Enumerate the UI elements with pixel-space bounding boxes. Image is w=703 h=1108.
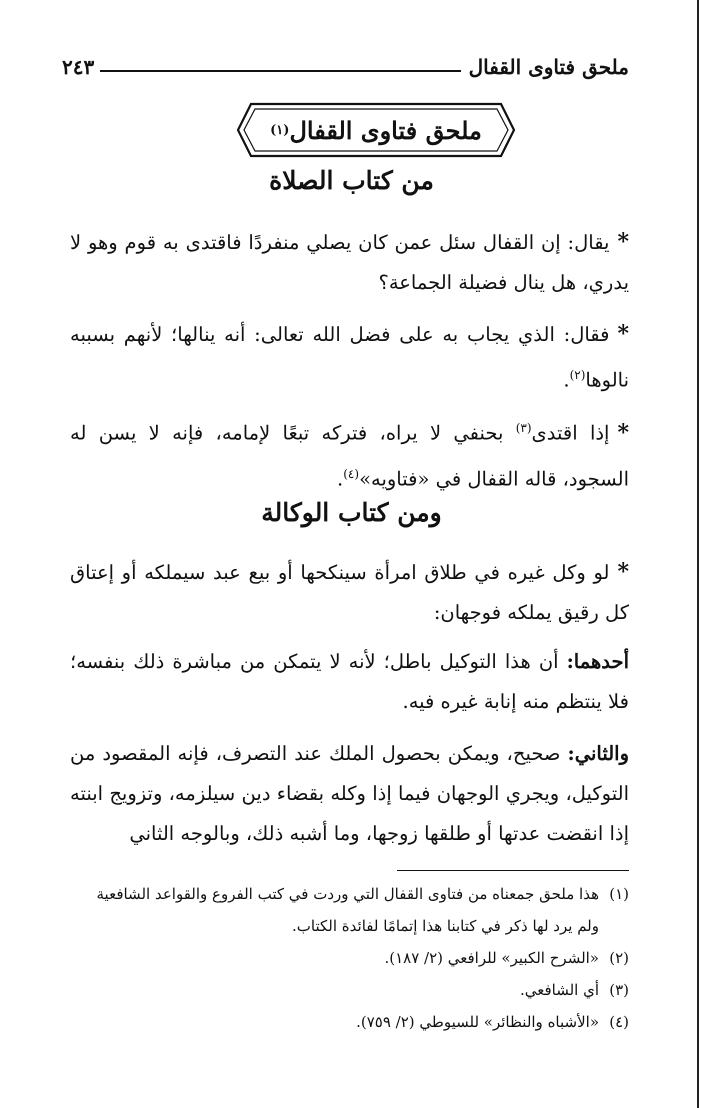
paragraph-text: لو وكل غيره في طلاق امرأة سينكحها أو بيع عبد سيملكه أو إعتاق كل رقيق يملكه فوجهان:	[70, 561, 629, 624]
footnote-text: «الشرح الكبير» للرافعي (٢/ ١٨٧).	[384, 949, 599, 967]
footnote-ref: (١)	[270, 122, 290, 138]
paragraph-text: فقال: الذي يجاب به على فضل الله تعالى: أنه ينالها؛ لأنهم بسببه نالوها	[70, 323, 629, 392]
footnote-ref: (٣)	[515, 421, 532, 435]
paragraph-marker: *	[617, 559, 629, 585]
footnote-number: (٤)	[609, 1013, 629, 1031]
boxed-title	[235, 100, 517, 160]
footnote-text: هذا ملحق جمعناه من فتاوى القفال التي وردت في كتب الفروع والقواعد الشافعية ولم يرد لها ذكر في كتابنا هذا إتمامًا لفائدة الكتاب.	[96, 885, 599, 935]
page-edge-line	[697, 0, 699, 1108]
paragraph-lead: أحدهما:	[566, 650, 629, 673]
footnote-ref: (٢)	[569, 368, 586, 382]
footnote-text: «الأشباه والنظائر» للسيوطي (٢/ ٧٥٩).	[356, 1013, 599, 1031]
section-heading-prayer: من كتاب الصلاة	[269, 166, 434, 195]
footnotes	[70, 878, 629, 1038]
footnote-ref: (٤)	[343, 466, 360, 481]
footnote-separator	[397, 870, 629, 871]
footnote-item	[70, 942, 629, 974]
footnote-number: (٢)	[609, 949, 629, 967]
section-heading-agency: ومن كتاب الوكالة	[261, 498, 442, 527]
running-header-title: ملحق فتاوى القفال	[468, 55, 629, 79]
footnote-item	[70, 1006, 629, 1038]
paragraph-text: يقال: إن القفال سئل عمن كان يصلي منفردًا فاقتدى به قوم وهو لا يدري، هل ينال فضيلة الجماعة؟	[70, 231, 629, 294]
running-header-rule	[100, 70, 460, 72]
footnote-item	[70, 878, 629, 942]
paragraph-text: صحيح، ويمكن بحصول الملك عند التصرف، فإنه المقصود من التوكيل، ويجري الوجهان فيما إذا وكله بقضاء دين سيلزمه، وتزويج ابنته إذا انقضت عدتها أو طلقها زوجها، وما أشبه ذلك، وبالوجه الثاني	[70, 742, 629, 845]
running-header	[62, 54, 629, 80]
footnote-number: (١)	[609, 885, 629, 903]
footnote-item	[70, 974, 629, 1006]
footnote-text: أي الشافعي.	[519, 981, 599, 999]
paragraph	[70, 222, 629, 303]
paragraph	[70, 408, 629, 499]
paragraph	[70, 734, 629, 854]
paragraph-tail: .	[563, 368, 570, 392]
paragraph	[70, 642, 629, 722]
paragraph	[70, 552, 629, 633]
paragraph	[70, 314, 629, 401]
paragraph-text: بحنفي لا يراه، فتركه تبعًا لإمامه، فإنه لا يسن له السجود، قاله القفال في «فتاويه»	[70, 421, 629, 490]
paragraph-marker: *	[617, 321, 629, 347]
paragraph-marker: *	[617, 229, 629, 255]
paragraph-tail: .	[337, 467, 344, 490]
page-number: ٢٤٣	[62, 55, 95, 79]
footnote-number: (٣)	[609, 981, 629, 999]
paragraph-lead: والثاني:	[567, 742, 629, 765]
paragraph-marker: *	[617, 419, 629, 446]
paragraph-text: أن هذا التوكيل باطل؛ لأنه لا يتمكن من مباشرة ذلك بنفسه؛ فلا ينتظم منه إنابة غيره فيه.	[70, 650, 629, 713]
boxed-title-text: ملحق فتاوى القفال	[289, 115, 482, 145]
paragraph-text: إذا اقتدى	[531, 421, 610, 445]
